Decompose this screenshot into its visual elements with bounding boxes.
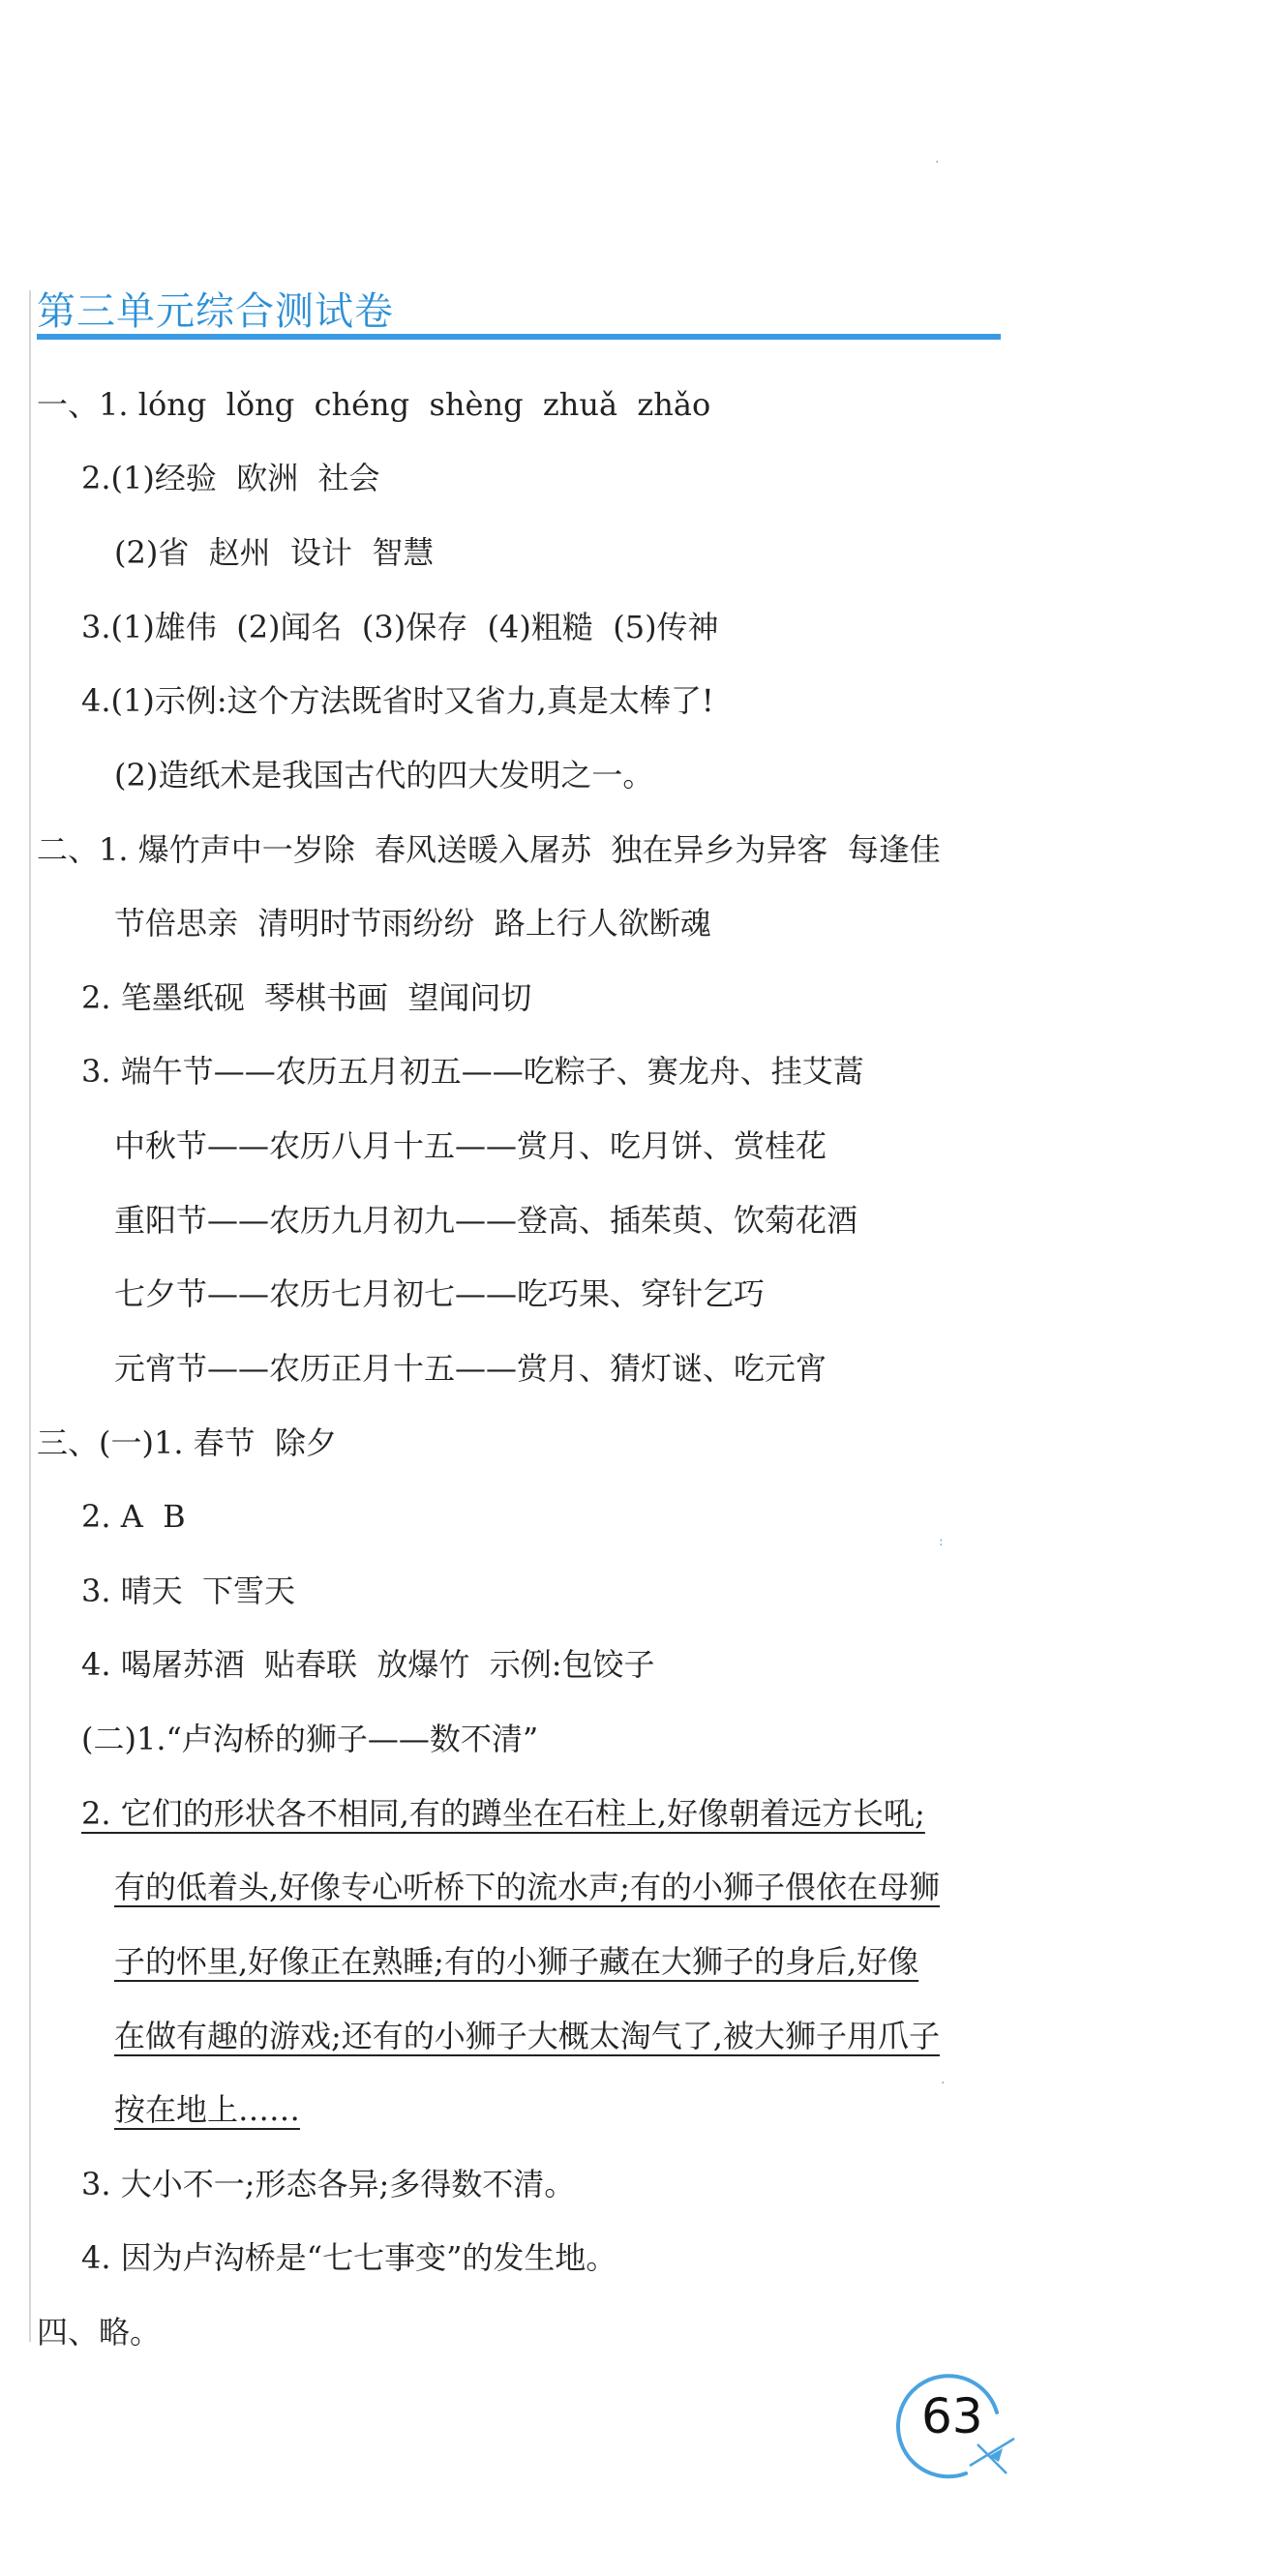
scan-speck: ·: [941, 2076, 946, 2091]
answer-line-24: 按在地上……: [114, 2091, 301, 2128]
answer-line-10: 3. 端午节——农历五月初五——吃粽子、赛龙舟、挂艾蒿: [81, 1053, 864, 1090]
answer-line-18: 4. 喝屠苏酒 贴春联 放爆竹 示例:包饺子: [81, 1646, 655, 1683]
title-underline: [37, 334, 1001, 340]
answer-line-8: 节倍思亲 清明时节雨纷纷 路上行人欲断魂: [114, 905, 711, 942]
margin-rule: [29, 290, 31, 2342]
answer-line-12: 重阳节——农历九月初九——登高、插茱萸、饮菊花酒: [114, 1202, 858, 1239]
answer-line-15: 三、(一)1. 春节 除夕: [37, 1424, 338, 1461]
answer-line-5: 4.(1)示例:这个方法既省时又省力,真是太棒了!: [81, 682, 714, 719]
answer-line-9: 2. 笔墨纸砚 琴棋书画 望闻问切: [81, 979, 532, 1016]
answer-line-3: (2)省 赵州 设计 智慧: [114, 534, 435, 571]
answer-line-19: (二)1.“卢沟桥的狮子——数不清”: [81, 1721, 539, 1757]
answer-line-7: 二、1. 爆竹声中一岁除 春风送暖入屠苏 独在异乡为异客 每逢佳: [37, 831, 941, 868]
answer-line-2: 2.(1)经验 欧洲 社会: [81, 460, 380, 496]
page-title: 第三单元综合测试卷: [37, 289, 394, 334]
answer-line-16: 2. A B: [81, 1498, 186, 1535]
page-number: 63: [921, 2388, 983, 2444]
answer-line-11: 中秋节——农历八月十五——赏月、吃月饼、赏桂花: [114, 1127, 827, 1164]
answer-line-1: 一、1. lóng lǒng chéng shèng zhuǎ zhǎo: [37, 386, 711, 423]
answer-line-14: 元宵节——农历正月十五——赏月、猜灯谜、吃元宵: [114, 1350, 827, 1387]
answer-line-6: (2)造纸术是我国古代的四大发明之一。: [114, 757, 654, 794]
answer-line-17: 3. 晴天 下雪天: [81, 1573, 296, 1609]
answer-line-21: 有的低着头,好像专心听桥下的流水声;有的小狮子偎依在母狮: [114, 1869, 940, 1905]
answer-line-4: 3.(1)雄伟 (2)闻名 (3)保存 (4)粗糙 (5)传神: [81, 609, 719, 645]
answer-line-27: 四、略。: [37, 2314, 162, 2351]
page-number-badge: [881, 2369, 1026, 2485]
scan-speck: ·: [935, 155, 940, 170]
answer-line-25: 3. 大小不一;形态各异;多得数不清。: [81, 2166, 576, 2202]
scan-speck: :: [939, 1534, 944, 1549]
title-block: [37, 281, 1001, 348]
answer-line-23: 在做有趣的游戏;还有的小狮子大概太淘气了,被大狮子用爪子: [114, 2018, 940, 2054]
answer-line-22: 子的怀里,好像正在熟睡;有的小狮子藏在大狮子的身后,好像: [114, 1943, 919, 1980]
answer-line-13: 七夕节——农历七月初七——吃巧果、穿针乞巧: [114, 1275, 766, 1312]
answer-line-20: 2. 它们的形状各不相同,有的蹲坐在石柱上,好像朝着远方长吼;: [81, 1795, 925, 1832]
answer-line-26: 4. 因为卢沟桥是“七七事变”的发生地。: [81, 2239, 617, 2276]
